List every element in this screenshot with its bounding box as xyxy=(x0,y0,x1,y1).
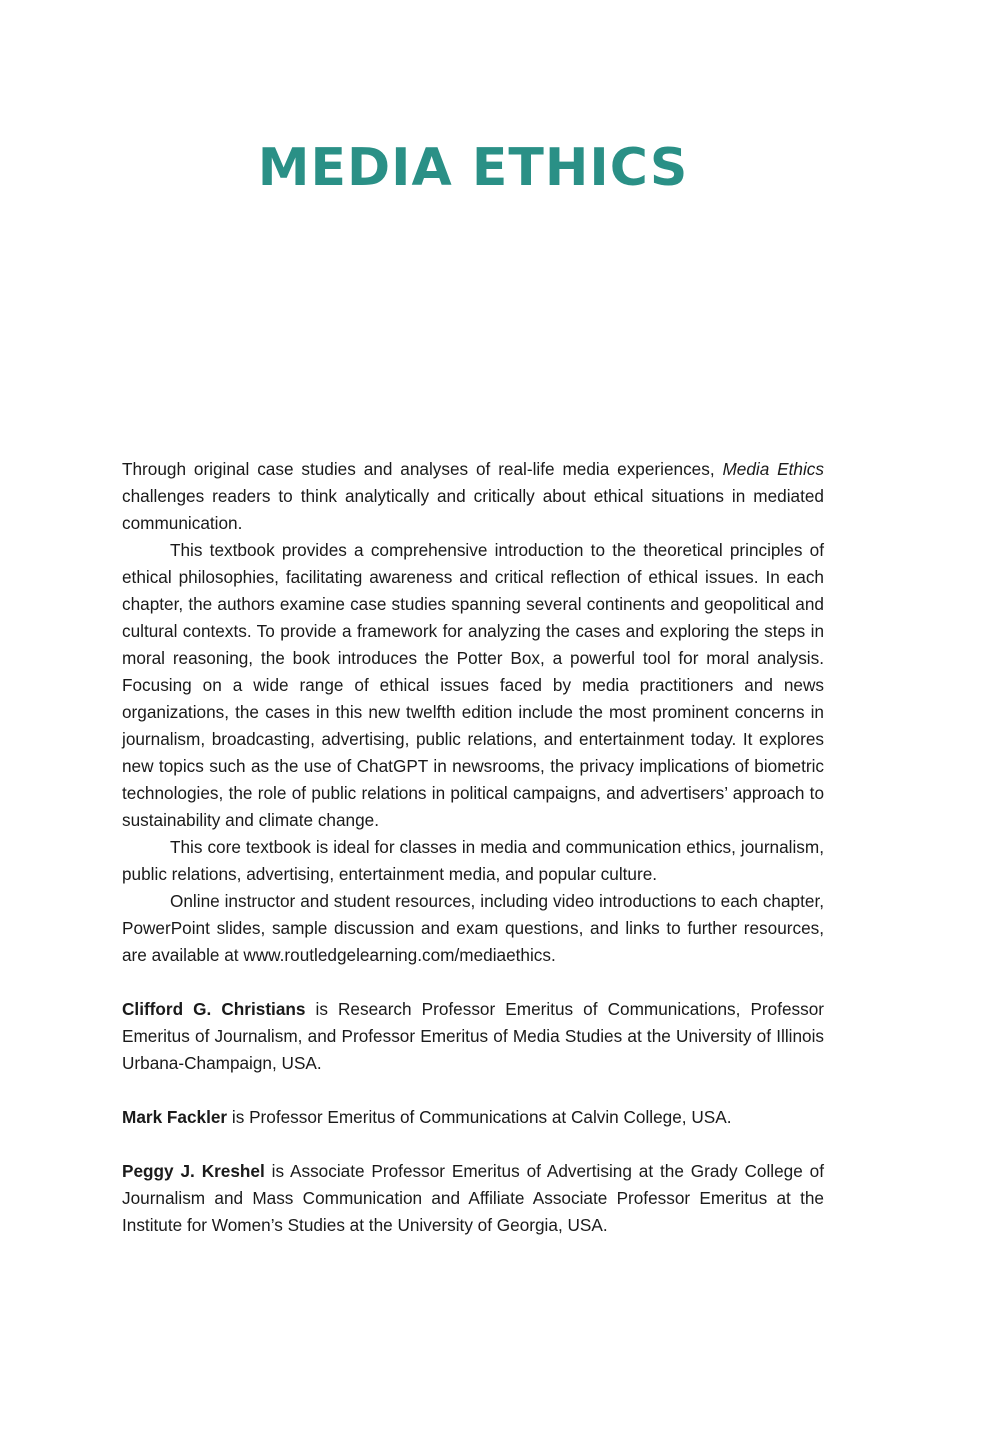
author-bio-text: is Research Professor Emeritus of Communications, Professor Emeritus of Journalism, and Professor Emeritus of Media Studies at the University of Illinois Urbana-Champaign, USA. xyxy=(122,999,824,1073)
description-paragraph xyxy=(122,456,824,537)
author-name: Clifford G. Christians xyxy=(122,999,306,1019)
book-title-italic: Media Ethics xyxy=(722,459,824,479)
author-bio-text: is Professor Emeritus of Communications at Calvin College, USA. xyxy=(227,1107,732,1127)
description-paragraph: This core textbook is ideal for classes in media and communication ethics, journalism, public relations, advertising, entertainment media, and popular culture. xyxy=(122,837,824,884)
description-paragraph: This textbook provides a comprehensive introduction to the theoretical principles of ethical philosophies, facilitating awareness and critical reflection of ethical issues. In each chapter, the authors examine case studies spanning several continents and geopolitical and cultural contexts. To provide a framework for analyzing the cases and exploring the steps in moral reasoning, the book introduces the Potter Box, a powerful tool for moral analysis. Focusing on a wide range of ethical issues faced by media practitioners and news organizations, the cases in this new twelfth edition include the most prominent concerns in journalism, broadcasting, advertising, public relations, and entertainment today. It explores new topics such as the use of ChatGPT in newsrooms, the privacy implications of biometric technologies, the role of public relations in political campaigns, and advertisers’ approach to sustainability and climate change. xyxy=(122,540,824,830)
description-text: challenges readers to think analytically and critically about ethical situations in mediated communication. xyxy=(122,486,824,533)
author-name: Mark Fackler xyxy=(122,1107,228,1127)
book-title: MEDIA ETHICS xyxy=(257,138,689,198)
author-bio-text: is Associate Professor Emeritus of Advertising at the Grady College of Journalism and Mass Communication and Affiliate Associate Professor Emeritus at the Institute for Women’s Studies at the University of Georgia, USA. xyxy=(122,1161,824,1235)
author-name: Peggy J. Kreshel xyxy=(122,1161,265,1181)
author-bio xyxy=(122,1104,824,1131)
author-bio xyxy=(122,1158,824,1239)
book-description xyxy=(122,456,824,1239)
description-paragraph: Online instructor and student resources, including video introductions to each chapter, PowerPoint slides, sample discussion and exam questions, and links to further resources, are available at www.routledgelearning.com/mediaethics. xyxy=(122,891,824,965)
description-text: Through original case studies and analyses of real-life media experiences, xyxy=(122,459,723,479)
author-bio xyxy=(122,996,824,1077)
